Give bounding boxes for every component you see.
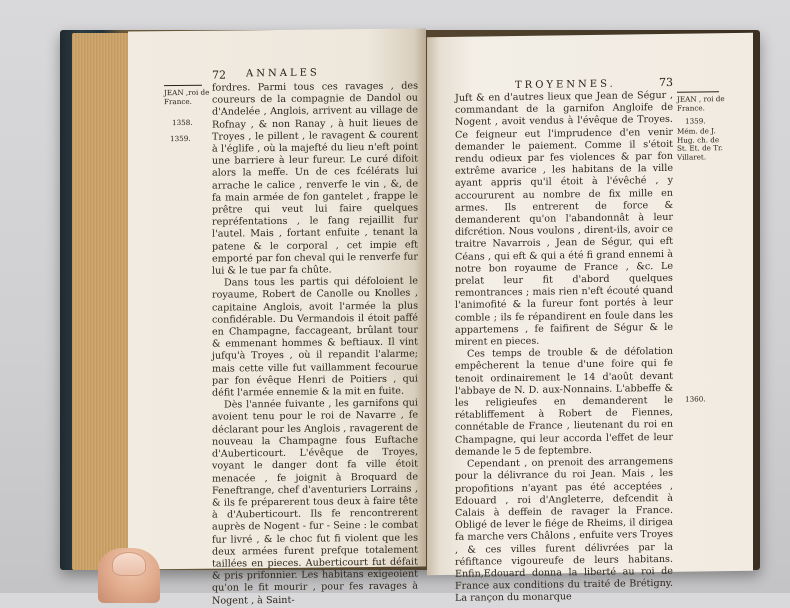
left-margin-rule xyxy=(164,85,202,86)
right-margin-note-year-2: 1360. xyxy=(685,394,706,404)
left-page-number: 72 xyxy=(212,68,226,82)
right-paragraph-2: Ces temps de trouble & de défolation empêcherent la tenue d'une foire qui fe tenoit ordinairement le 14 d'août devant l'abbaye de N. D. aux-Nonnains. L'abbeffe & les religieufes en demanderent le rétabliffement à Robert de Fiennes, connétable de France , lieutenant du roi en Champagne, qui leur accorda l'effet de leur demande le 5 de feptembre. xyxy=(455,346,673,458)
right-running-head: TROYENNES. xyxy=(515,78,616,92)
left-page xyxy=(128,28,426,607)
right-page-number: 73 xyxy=(659,75,673,90)
left-running-head: ANNALES xyxy=(246,67,320,80)
right-margin-note-source: Mém. de J. Hug. ch. de St. Et. de Tr. Villaret. xyxy=(677,126,723,162)
page-edges xyxy=(72,33,134,570)
right-body-text xyxy=(455,90,673,606)
right-paragraph-3: Cependant , on prenoit des arrangemens pour la délivrance du roi Jean. Mais , les propofitions n'ayant pas été acceptées , Edouard , roi d'Angleterre, defcendit à Calais à deffein de ravager la France. Obligé de lever le fiége de Rheims, il dirigea fa marche vers Châlons , enfuite vers Troyes , & ces villes furent délivrées par la réfiftance vigoureufe de leurs habitans. Enfin,Edouard donna la liberté au roi de France aux conditions du traité de Brétigny. La rançon du monarque xyxy=(455,455,673,605)
left-paragraph-1: fordres. Parmi tous ces ravages , des coureurs de la compagnie de Dandol ou d'Andelée , Anglois, arrivent au village de Rofnay , & non Ranay , à huit lieues de Troyes , le pillent , le ravagent & courent à l'églife , où la majefté du lieu n'eft point une barriere à leur fureur. Le curé difoit alors la meffe. Un de ces fcélérats lui arrache le calice , renverfe le vin , &, de fa main armée de fon gantelet , frappe le prêtre qui veut lui faire quelques repréfentations , le fang rejaillit fur l'autel. Mais , fortant enfuite , tenant la patene & le corporal , cet impie eft emporté par fon cheval qui le renverfe fur lui & le tue par fa chûte. xyxy=(212,80,418,277)
right-margin-rule xyxy=(677,91,719,93)
right-margin-note-year-1: 1359. xyxy=(685,116,706,126)
left-body-text xyxy=(212,81,418,608)
left-margin-note-year-2: 1359. xyxy=(170,133,191,144)
right-paragraph-1: Juft & en d'autres lieux que Jean de Ségur , commandant de la garnifon Angloife de Nogent , avoit vendus à l'évêque de Troyes. Ce feigneur eut l'imprudence d'en venir demander le paiement. Comme il s'étoit rendu odieux par fes violences & par fon extrême avarice , les habitans de la ville ayant appris qu'il étoit à l'évêché , y accoururent au nombre de fix mille en armes. Ils entrerent de force & demanderent qu'on l'abandonnât à leur difcrétion. Nous voulons , dirent-ils, avoir ce traitre Navarrois , Jean de Ségur, qui eft Céans , qui eft & qui a été fi grand ennemi à notre bon royaume de France , &c. Le prelat leur fit d'abord quelques remontrances ; mais rien n'eft écouté quand l'animofité & la fureur font portés à leur comble ; ils fe répandirent en foule dans les appartemens , fe faifirent de Ségur & le mirent en pieces. xyxy=(455,89,673,348)
right-margin-note-king: JEAN , roi de France. xyxy=(677,94,725,113)
right-page xyxy=(427,33,753,605)
thumbnail-nail xyxy=(112,552,146,576)
left-margin-note-year-1: 1358. xyxy=(172,117,193,128)
left-paragraph-2: Dans tous les partis qui défoloient le royaume, Robert de Canolle ou Knolles , capitaine Anglois, avoit l'armée la plus confidérable. Du Vermandois il étoit paffé en Champagne, faccageant, brûlant tour & emmenant hommes & beftiaux. Il vint jufqu'à Troyes , où il repandit l'alarme; mais cette ville fut vaillamment fecourue par fon évêque Henri de Poitiers , qui défit l'armée ennemie & la mit en fuite. xyxy=(212,275,418,399)
left-paragraph-3: Dès l'année fuivante , les garnifons qui avoient tenu pour le roi de Navarre , fe déclarant pour les Anglois , ravagerent de nouveau la Champagne fous Euftache d'Auberticourt. L'évêque de Troyes, voyant le danger dont fa ville étoit menacée , fe joignit à Broquard de Feneftrange, chef d'aventuriers Lorrains , & ils fe préparerent tous deux à faire tête à d'Auberticourt. Ils fe rencontrerent auprès de Nogent - fur - Seine : le combat fur livré , & le choc fut fi violent que les deux armées furent prefque totalement taillées en pieces. Auberticourt fut défait & pris prifonnier. Les habitans exigeoient qu'on le fit mourir , pour fes ravages à Nogent , à Saint- xyxy=(212,397,418,607)
left-margin-note-king: JEAN ,roi de France. xyxy=(164,87,210,106)
